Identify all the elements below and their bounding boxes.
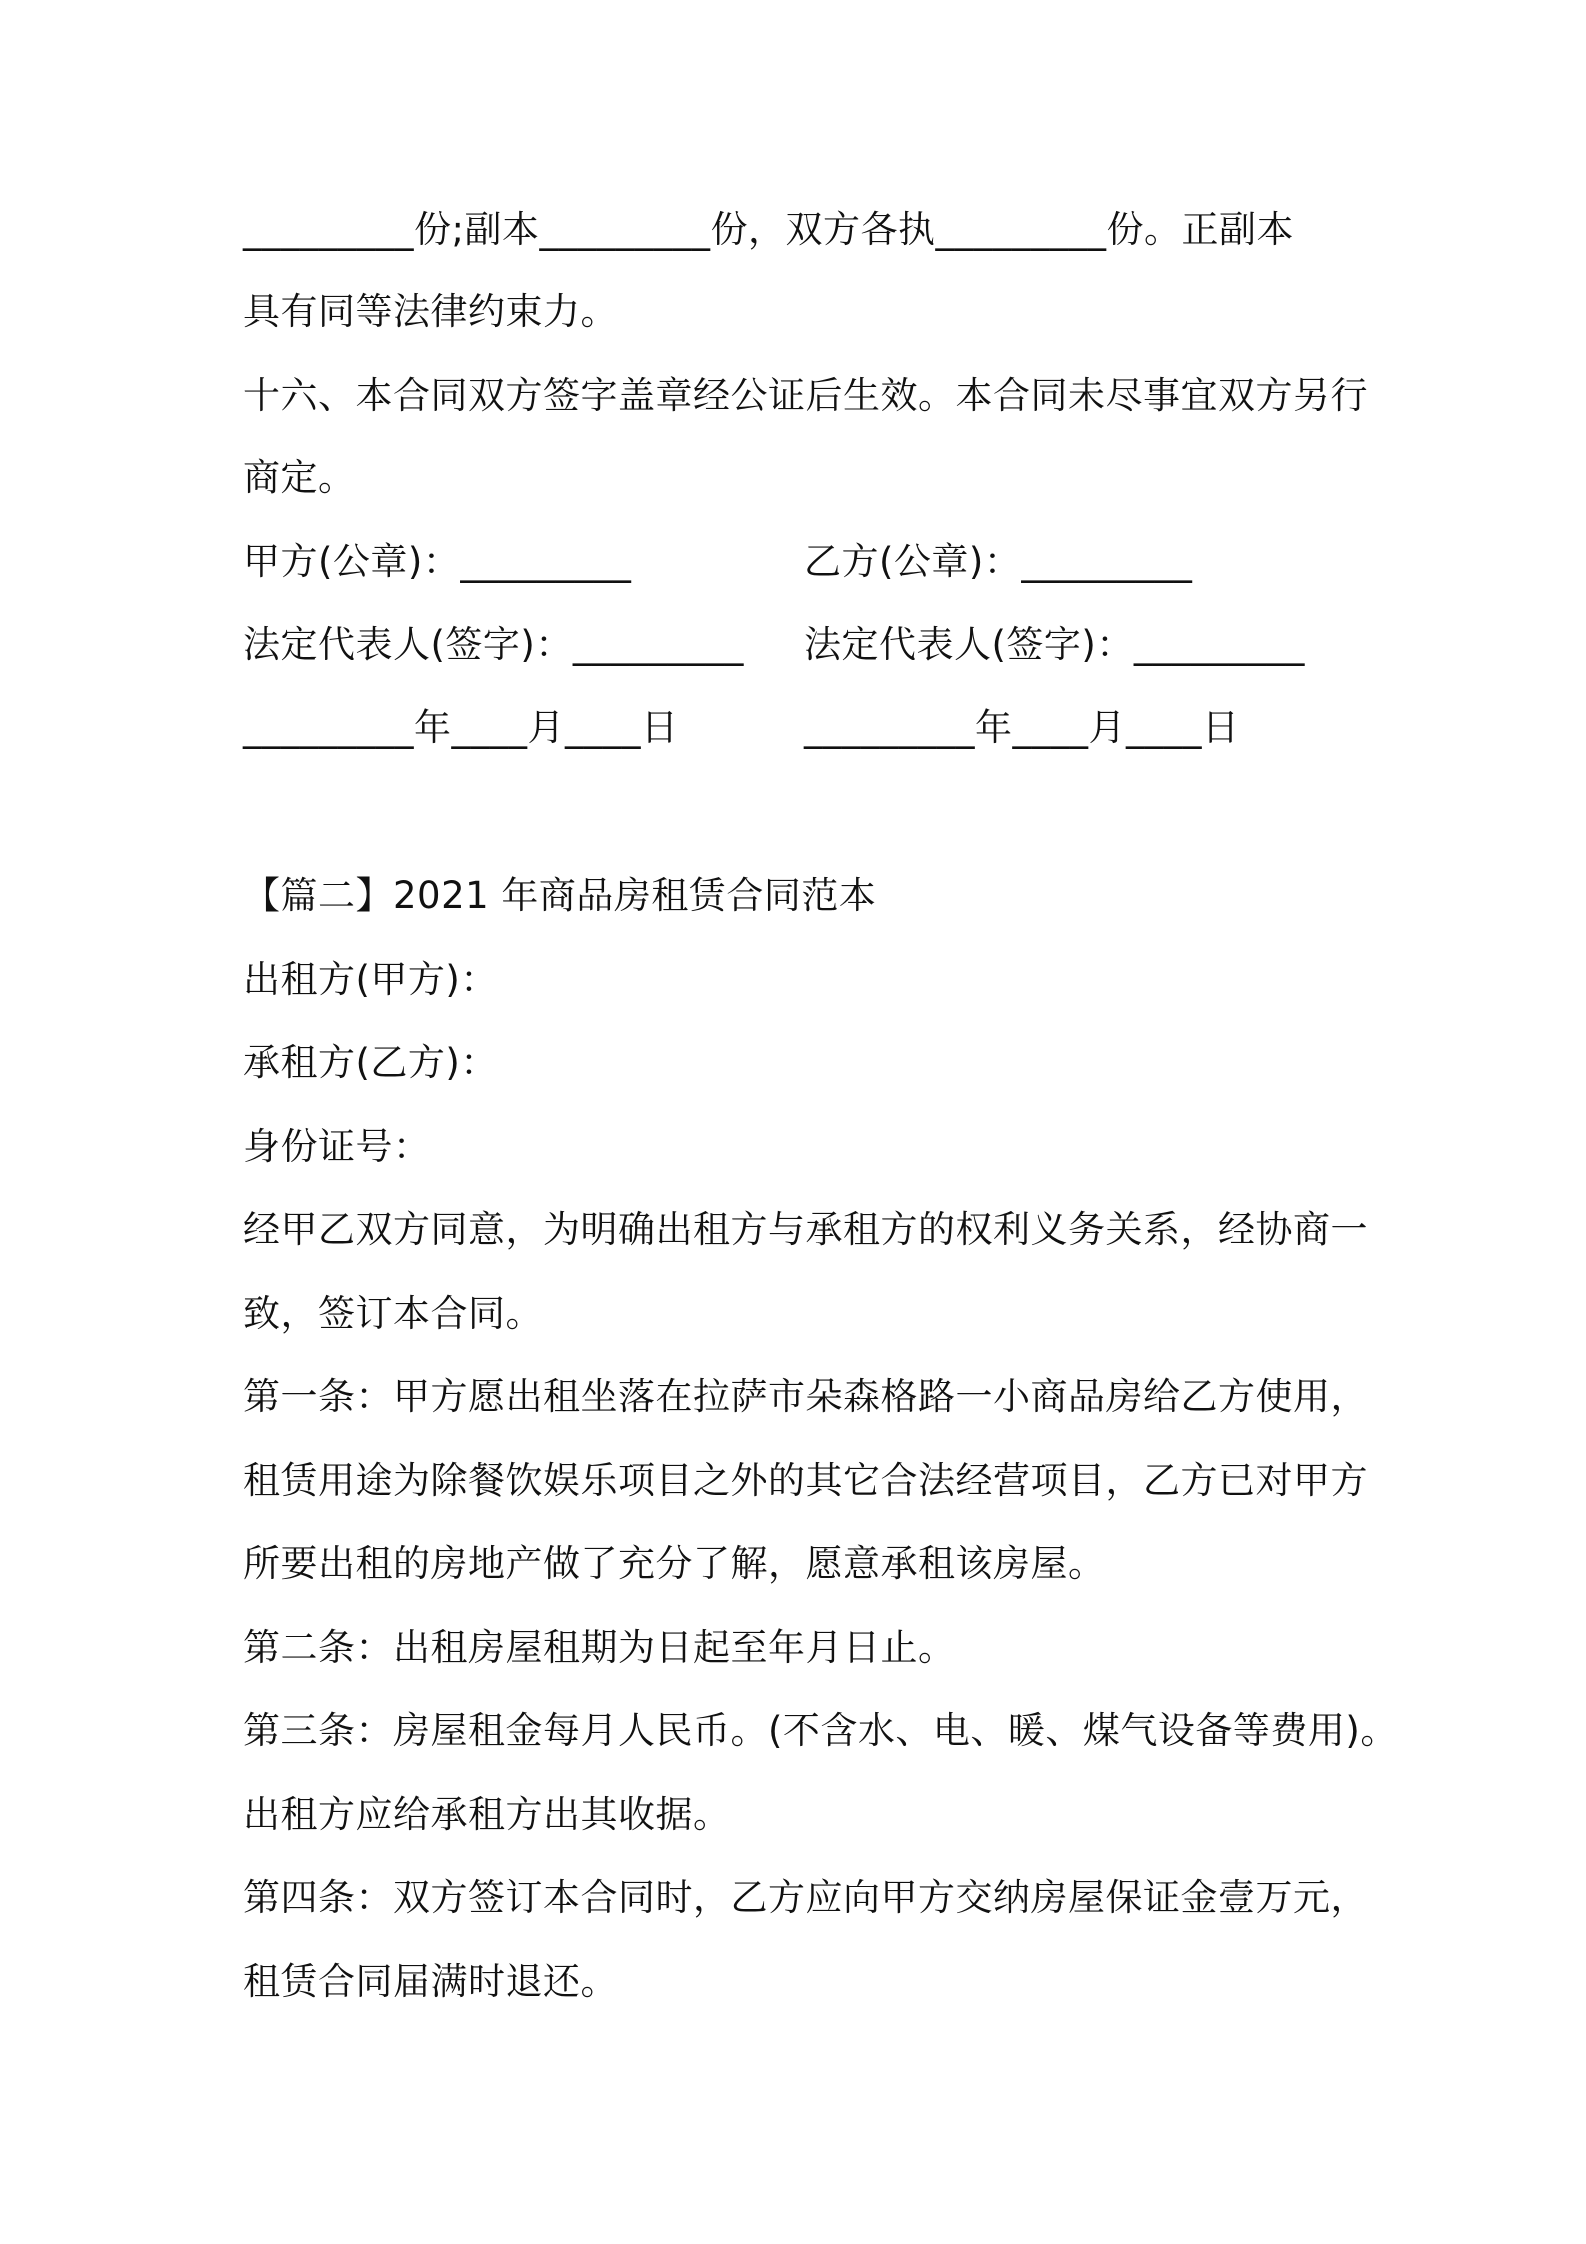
party-b-date: _________年____月____日 — [804, 706, 1240, 749]
party-a-date: _________年____月____日 — [243, 706, 679, 749]
article-1-line-1: 第一条：甲方愿出租坐落在拉萨市朵森格路一小商品房给乙方使用， — [243, 1375, 1368, 1418]
intro-line-1: 经甲乙双方同意，为明确出租方与承租方的权利义务关系，经协商一 — [243, 1208, 1368, 1251]
article-1-line-3: 所要出租的房地产做了充分了解，愿意承租该房屋。 — [243, 1542, 1106, 1585]
article-4-line-2: 租赁合同届满时退还。 — [243, 1960, 618, 2003]
party-b-seal: 乙方(公章)：_________ — [804, 540, 1193, 583]
article-3-line-1: 第三条：房屋租金每月人民币。(不含水、电、暖、煤气设备等费用)。 — [243, 1709, 1398, 1752]
party-b-representative: 法定代表人(签字)：_________ — [804, 623, 1305, 666]
id-number-label: 身份证号： — [243, 1125, 431, 1168]
binding-force-line: 具有同等法律约束力。 — [243, 290, 618, 333]
intro-line-2: 致，签订本合同。 — [243, 1292, 543, 1335]
article-1-line-2: 租赁用途为除餐饮娱乐项目之外的其它合法经营项目，乙方已对甲方 — [243, 1459, 1368, 1502]
clause-16-line-2: 商定。 — [243, 456, 356, 499]
article-2: 第二条：出租房屋租期为日起至年月日止。 — [243, 1626, 956, 1669]
lessee-label: 承租方(乙方)： — [243, 1041, 498, 1084]
article-4-line-1: 第四条：双方签订本合同时，乙方应向甲方交纳房屋保证金壹万元， — [243, 1876, 1368, 1919]
lessor-label: 出租方(甲方)： — [243, 958, 498, 1001]
article-3-line-2: 出租方应给承租方出其收据。 — [243, 1793, 731, 1836]
part-2-title: 【篇二】2021 年商品房租赁合同范本 — [243, 874, 877, 917]
copies-line: _________份;副本_________份，双方各执_________份。正副本 — [243, 208, 1294, 251]
party-a-representative: 法定代表人(签字)：_________ — [243, 623, 744, 666]
party-a-seal: 甲方(公章)：_________ — [243, 540, 632, 583]
clause-16-line-1: 十六、本合同双方签字盖章经公证后生效。本合同未尽事宜双方另行 — [243, 374, 1368, 417]
